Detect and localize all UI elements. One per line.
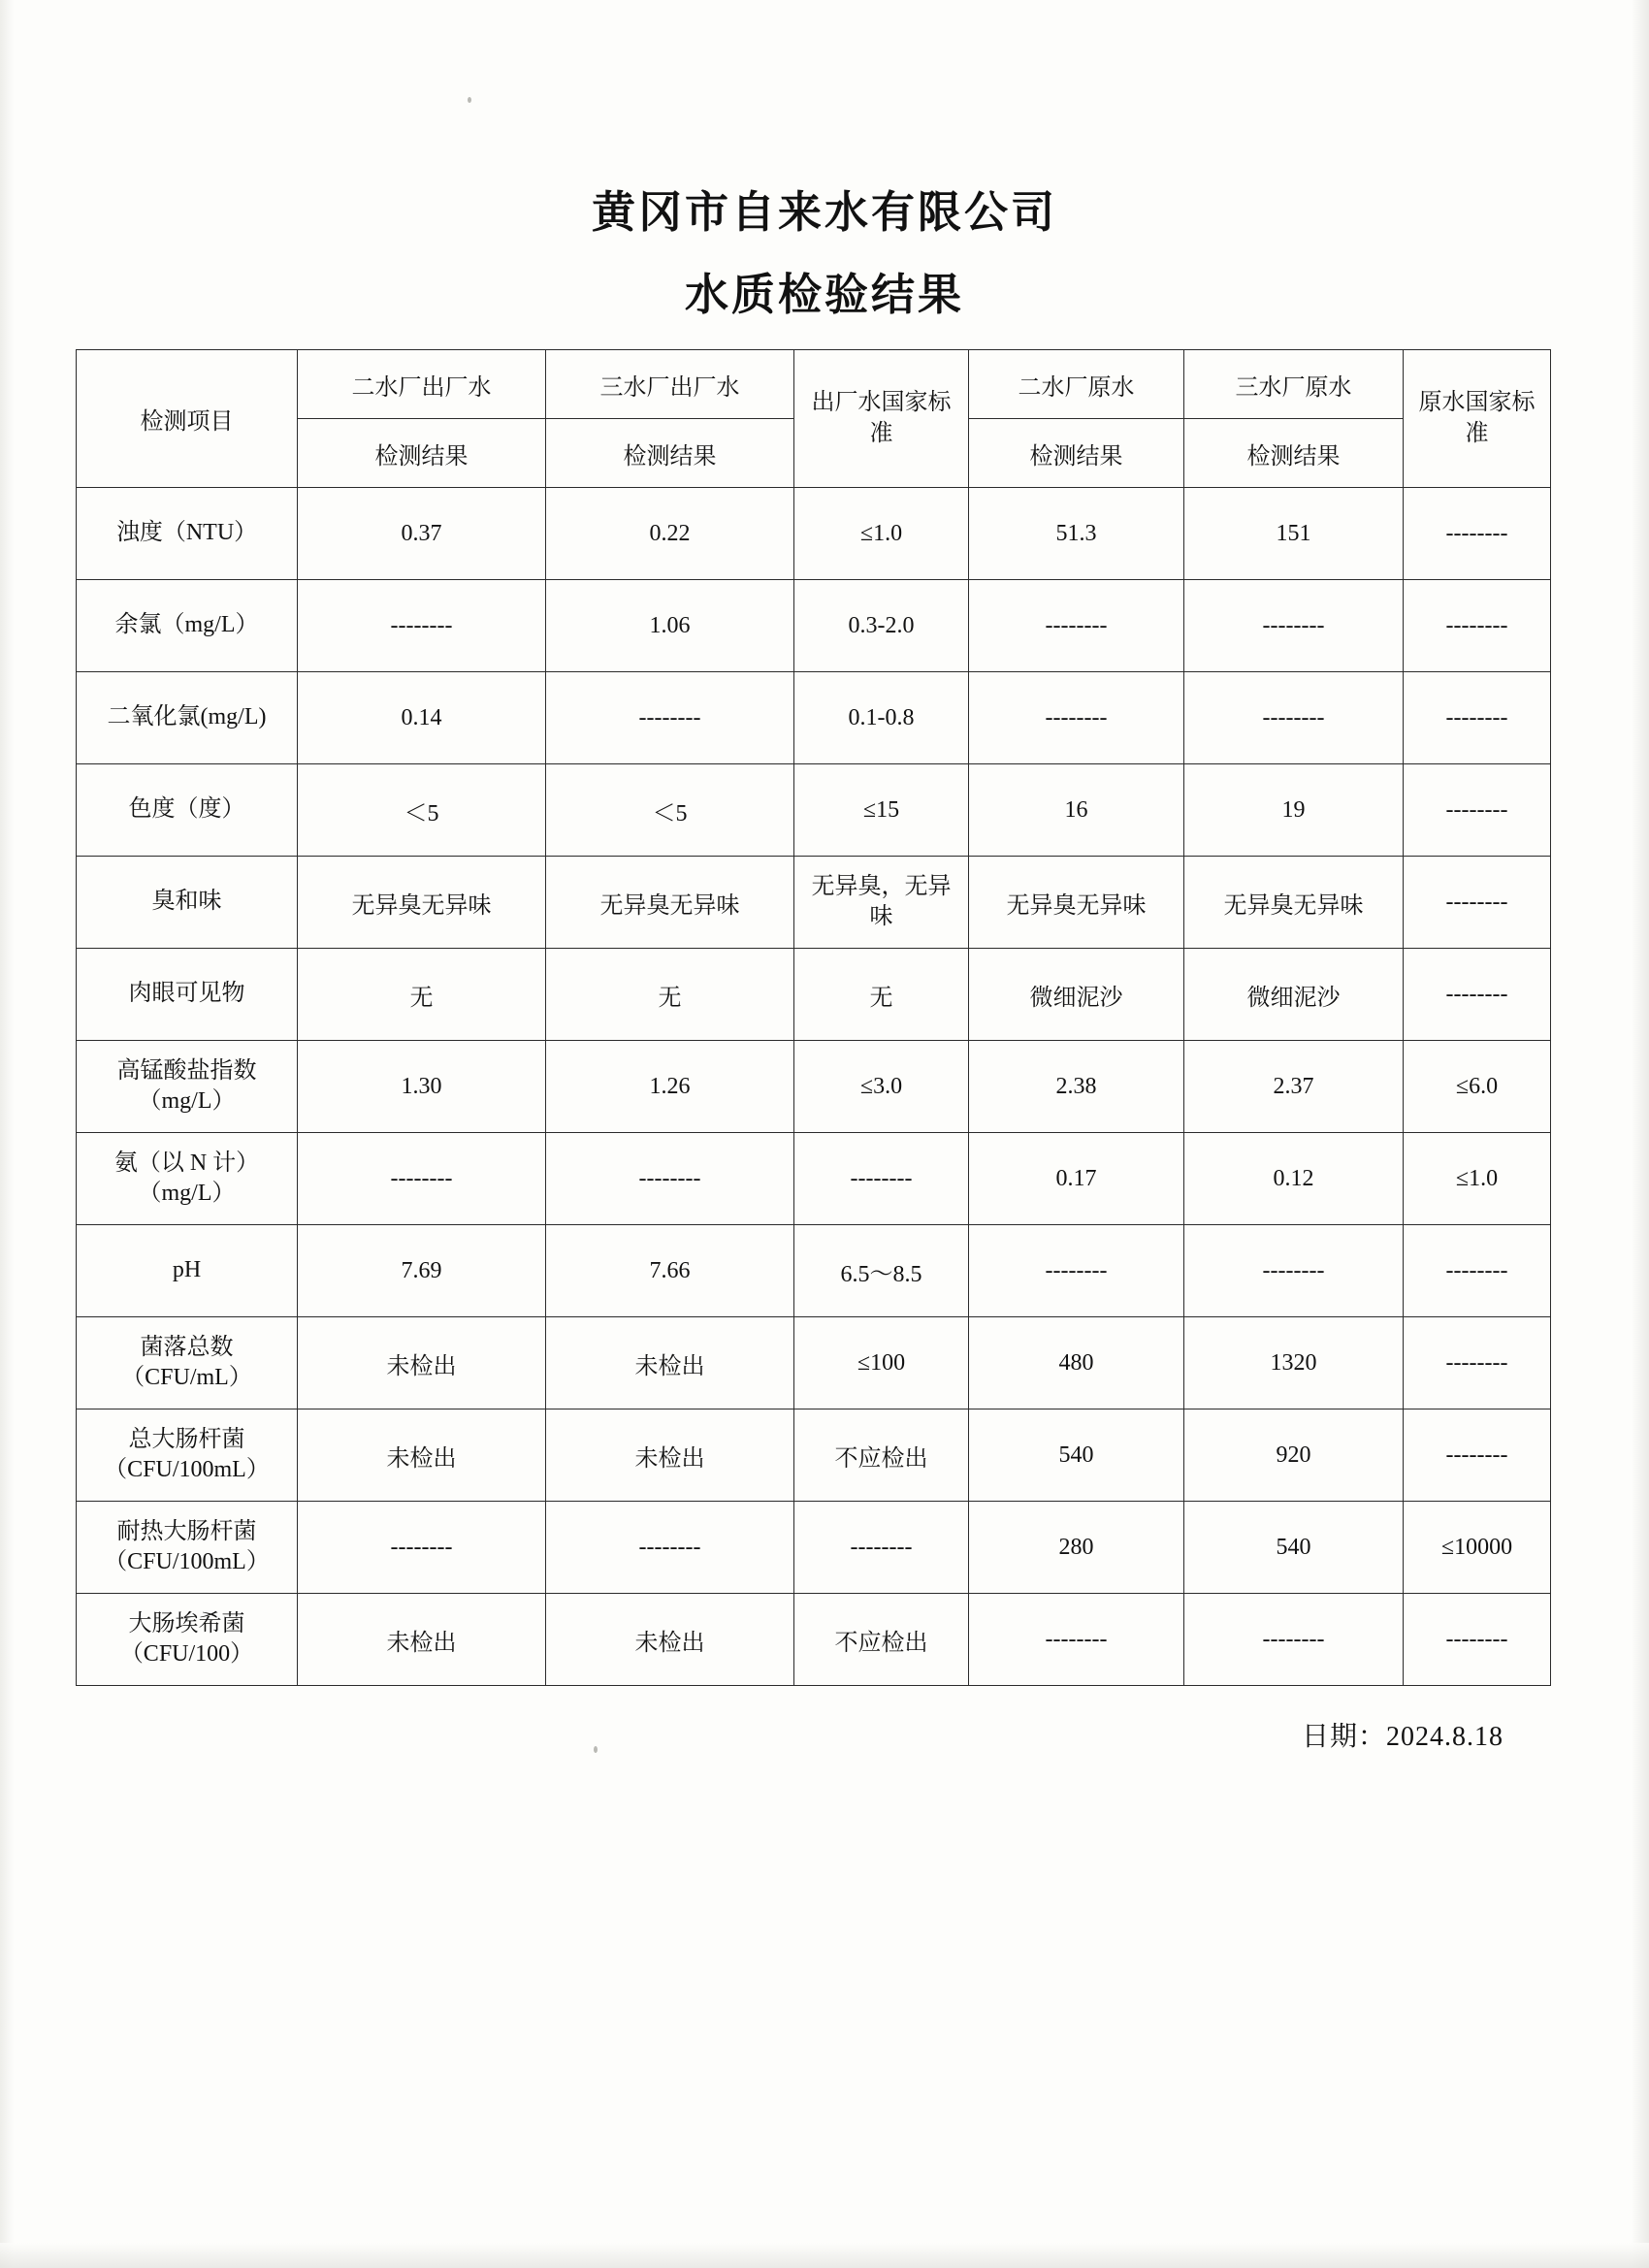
header-sub-plant2-raw: 检测结果 — [969, 419, 1184, 488]
cell-out-standard: 6.5～8.5 — [794, 1225, 969, 1317]
cell-raw-standard: -------- — [1404, 580, 1551, 672]
header-sub-plant2-out: 检测结果 — [298, 419, 546, 488]
report-date: 日期：2024.8.18 — [1301, 1722, 1504, 1752]
cell-out-standard: 0.3-2.0 — [794, 580, 969, 672]
cell-raw-standard: -------- — [1404, 857, 1551, 949]
cell-plant3-raw: 无异臭无异味 — [1184, 857, 1404, 949]
cell-plant2-out: 7.69 — [298, 1225, 546, 1317]
cell-plant2-out: 0.37 — [298, 488, 546, 580]
cell-out-standard: ≤1.0 — [794, 488, 969, 580]
cell-raw-standard: -------- — [1404, 1594, 1551, 1686]
cell-plant3-raw: -------- — [1184, 672, 1404, 764]
header-item-column: 检测项目 — [77, 350, 298, 488]
header-group-plant3-out: 三水厂出厂水 — [546, 350, 794, 419]
cell-plant2-out: 未检出 — [298, 1317, 546, 1409]
row-item-name: 总大肠杆菌（CFU/100mL） — [77, 1409, 298, 1502]
cell-raw-standard: -------- — [1404, 672, 1551, 764]
cell-plant3-out: 1.26 — [546, 1041, 794, 1133]
cell-raw-standard: -------- — [1404, 1317, 1551, 1409]
cell-raw-standard: -------- — [1404, 764, 1551, 857]
cell-plant2-raw: 540 — [969, 1409, 1184, 1502]
company-name: 黄冈市自来水有限公司 — [591, 187, 1057, 237]
row-item-name: 高锰酸盐指数（mg/L） — [77, 1041, 298, 1133]
cell-out-standard: 不应检出 — [794, 1594, 969, 1686]
table-header — [77, 350, 1551, 488]
cell-out-standard: ≤15 — [794, 764, 969, 857]
cell-plant3-out: -------- — [546, 1502, 794, 1594]
cell-out-standard: 无异臭，无异味 — [794, 857, 969, 949]
cell-plant2-out: 无异臭无异味 — [298, 857, 546, 949]
cell-out-standard: ≤3.0 — [794, 1041, 969, 1133]
table-row — [77, 580, 1551, 672]
row-item-name: 臭和味 — [77, 857, 298, 949]
cell-plant3-raw: -------- — [1184, 580, 1404, 672]
table-row — [77, 1225, 1551, 1317]
document-title-block — [0, 177, 1649, 322]
cell-plant3-out: 无异臭无异味 — [546, 857, 794, 949]
header-group-raw-standard: 原水国家标准 — [1404, 350, 1551, 488]
cell-plant2-raw: 16 — [969, 764, 1184, 857]
table-row — [77, 1317, 1551, 1409]
row-item-name: 大肠埃希菌（CFU/100） — [77, 1594, 298, 1686]
header-group-plant2-out: 二水厂出厂水 — [298, 350, 546, 419]
header-sub-plant3-raw: 检测结果 — [1184, 419, 1404, 488]
cell-plant2-raw: -------- — [969, 580, 1184, 672]
cell-plant2-out: 未检出 — [298, 1594, 546, 1686]
cell-plant2-raw: 微细泥沙 — [969, 949, 1184, 1041]
cell-plant3-raw: 0.12 — [1184, 1133, 1404, 1225]
row-item-name: 色度（度） — [77, 764, 298, 857]
cell-plant3-out: 1.06 — [546, 580, 794, 672]
table-row — [77, 1594, 1551, 1686]
header-group-plant3-raw: 三水厂原水 — [1184, 350, 1404, 419]
cell-out-standard: -------- — [794, 1133, 969, 1225]
water-quality-results-table — [76, 349, 1551, 1686]
page-edge-shadow-left — [0, 0, 14, 2268]
table-body — [77, 488, 1551, 1686]
cell-plant2-out: 未检出 — [298, 1409, 546, 1502]
cell-plant2-raw: -------- — [969, 1594, 1184, 1686]
row-item-name: 浊度（NTU） — [77, 488, 298, 580]
cell-plant2-raw: 0.17 — [969, 1133, 1184, 1225]
cell-plant3-raw: 1320 — [1184, 1317, 1404, 1409]
table-row — [77, 488, 1551, 580]
cell-plant3-out: -------- — [546, 672, 794, 764]
row-item-name: 肉眼可见物 — [77, 949, 298, 1041]
cell-raw-standard: -------- — [1404, 949, 1551, 1041]
cell-plant2-out: -------- — [298, 580, 546, 672]
scan-speck — [468, 97, 471, 103]
cell-out-standard: ≤100 — [794, 1317, 969, 1409]
cell-plant2-raw: 2.38 — [969, 1041, 1184, 1133]
cell-plant2-out: 1.30 — [298, 1041, 546, 1133]
cell-plant2-raw: -------- — [969, 672, 1184, 764]
cell-plant2-raw: 51.3 — [969, 488, 1184, 580]
cell-out-standard: 不应检出 — [794, 1409, 969, 1502]
page-edge-shadow-bottom — [0, 2243, 1649, 2268]
table-row — [77, 857, 1551, 949]
cell-plant3-raw: -------- — [1184, 1594, 1404, 1686]
header-group-plant2-raw: 二水厂原水 — [969, 350, 1184, 419]
cell-plant3-raw: 151 — [1184, 488, 1404, 580]
cell-raw-standard: ≤10000 — [1404, 1502, 1551, 1594]
table-row — [77, 1502, 1551, 1594]
cell-plant2-out: ＜5 — [298, 764, 546, 857]
row-item-name: 耐热大肠杆菌（CFU/100mL） — [77, 1502, 298, 1594]
cell-plant3-out: 未检出 — [546, 1317, 794, 1409]
cell-out-standard: 无 — [794, 949, 969, 1041]
table-row — [77, 1041, 1551, 1133]
cell-plant2-raw: 无异臭无异味 — [969, 857, 1184, 949]
cell-plant3-out: 7.66 — [546, 1225, 794, 1317]
cell-plant3-raw: 2.37 — [1184, 1041, 1404, 1133]
row-item-name: 二氧化氯(mg/L) — [77, 672, 298, 764]
header-group-out-standard: 出厂水国家标准 — [794, 350, 969, 488]
table-row — [77, 672, 1551, 764]
report-title: 水质检验结果 — [684, 270, 964, 319]
cell-plant3-out: 未检出 — [546, 1594, 794, 1686]
cell-plant3-out: 0.22 — [546, 488, 794, 580]
table-row — [77, 949, 1551, 1041]
cell-raw-standard: ≤1.0 — [1404, 1133, 1551, 1225]
page-edge-shadow-right — [1632, 0, 1649, 2268]
cell-plant3-raw: -------- — [1184, 1225, 1404, 1317]
table-row — [77, 764, 1551, 857]
cell-raw-standard: -------- — [1404, 1409, 1551, 1502]
cell-plant2-out: -------- — [298, 1133, 546, 1225]
header-sub-plant3-out: 检测结果 — [546, 419, 794, 488]
cell-plant2-raw: 480 — [969, 1317, 1184, 1409]
cell-plant2-raw: 280 — [969, 1502, 1184, 1594]
cell-plant2-raw: -------- — [969, 1225, 1184, 1317]
cell-plant3-out: 无 — [546, 949, 794, 1041]
cell-raw-standard: -------- — [1404, 488, 1551, 580]
cell-out-standard: 0.1-0.8 — [794, 672, 969, 764]
cell-raw-standard: -------- — [1404, 1225, 1551, 1317]
cell-plant3-out: ＜5 — [546, 764, 794, 857]
cell-plant2-out: 无 — [298, 949, 546, 1041]
cell-raw-standard: ≤6.0 — [1404, 1041, 1551, 1133]
row-item-name: 氨（以 N 计）（mg/L） — [77, 1133, 298, 1225]
cell-plant3-out: 未检出 — [546, 1409, 794, 1502]
table-row — [77, 1133, 1551, 1225]
row-item-name: 菌落总数（CFU/mL） — [77, 1317, 298, 1409]
cell-plant2-out: -------- — [298, 1502, 546, 1594]
table-row — [77, 1409, 1551, 1502]
row-item-name: pH — [77, 1225, 298, 1317]
cell-plant3-raw: 540 — [1184, 1502, 1404, 1594]
cell-plant2-out: 0.14 — [298, 672, 546, 764]
row-item-name: 余氯（mg/L） — [77, 580, 298, 672]
cell-out-standard: -------- — [794, 1502, 969, 1594]
cell-plant3-out: -------- — [546, 1133, 794, 1225]
cell-plant3-raw: 微细泥沙 — [1184, 949, 1404, 1041]
cell-plant3-raw: 19 — [1184, 764, 1404, 857]
cell-plant3-raw: 920 — [1184, 1409, 1404, 1502]
